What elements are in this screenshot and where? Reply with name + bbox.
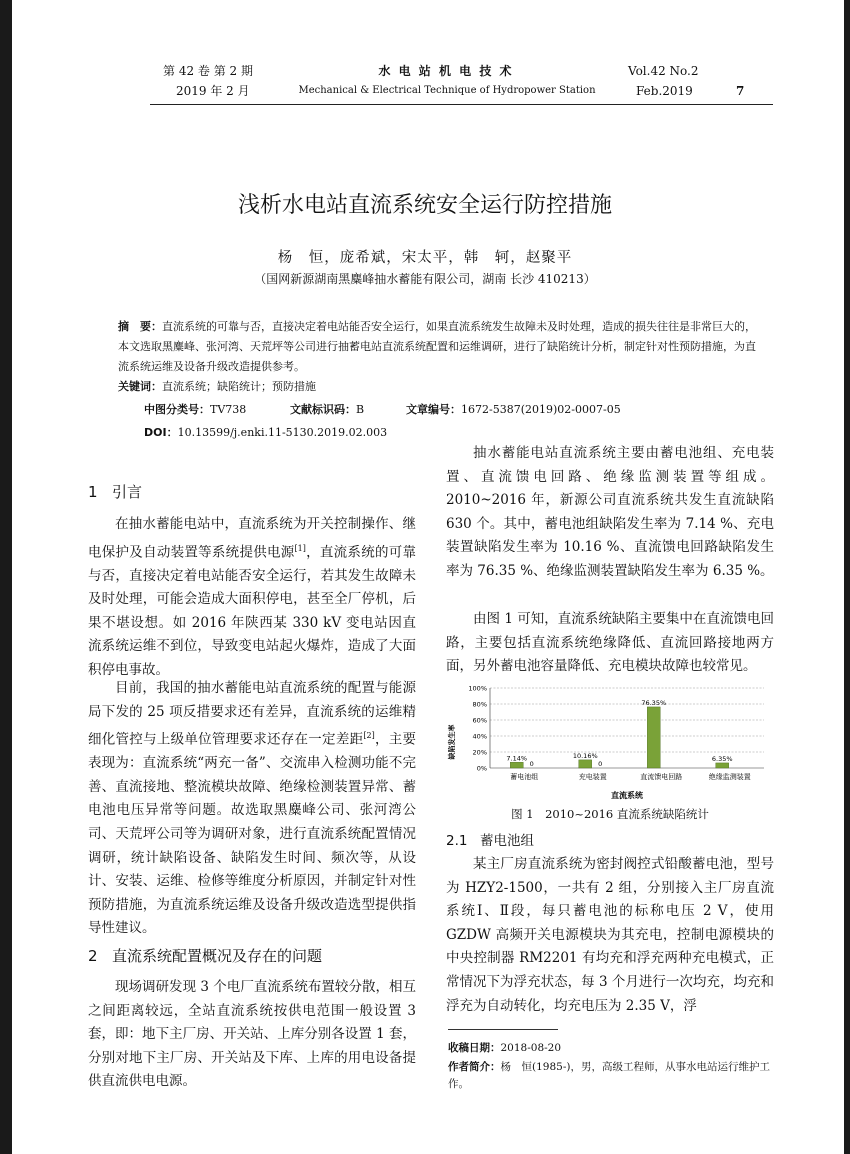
classification: 中图分类号：TV738 — [144, 403, 247, 416]
paragraph-figure-ref: 由图 1 可知，直流系统缺陷主要集中在直流馈电回路，主要包括直流系统绝缘降低、直流回路接地两方面，另外蓄电池容量降低、充电模块故障也较常见。 — [446, 611, 774, 675]
chart-y-tick-label: 60% — [472, 716, 487, 725]
chart-y-tick-label: 20% — [472, 748, 487, 757]
header-date-en: Feb.2019 — [636, 84, 693, 98]
abstract-label: 摘 要： — [118, 320, 162, 333]
article-number: 文章编号：1672-5387(2019)02-0007-05 — [406, 403, 621, 416]
header-volume-cn: 第 42 卷 第 2 期 — [163, 64, 253, 78]
paper-title: 浅析水电站直流系统安全运行防控措施 — [237, 193, 612, 218]
chart-y-tick-label: 40% — [472, 732, 487, 741]
chart-bar — [647, 707, 660, 768]
header-volume-en: Vol.42 No.2 — [628, 64, 699, 78]
chart-data-label: 7.14% — [506, 754, 528, 763]
paragraph-battery: 某主厂房直流系统为密封阀控式铅酸蓄电池，型号为 HZY2-1500，一共有 2 组，分别接入主厂房直流系统Ⅰ、Ⅱ段，每只蓄电池的标称电压 2 V，使用 GZDW 高频开关电源模块为其充电，控制电源模块的中央控制器 RM2201 有均充和浮充两种充电模式，正常情况下为浮充状态，每 3 个月进行一次均充，均充和浮充为自动转化，均充电压为 2.35 V，浮 — [446, 856, 774, 1014]
chart-category-label: 充电装置 — [578, 773, 607, 781]
doi: DOI：10.13599/j.enki.11-5130.2019.02.003 — [144, 426, 388, 439]
scan-edge-right — [844, 0, 850, 1154]
chart-data-labels — [506, 699, 732, 768]
paragraph-section-2: 现场调研发现 3 个电厂直流系统布置较分散，相互之间距离较远，全站直流系统按供电范围一般设置 3 套，即：地下主厂房、开关站、上库分别各设置 1 套，分别对地下主厂房、开关站及下库、上库的用电设备提供直流供电电源。 — [88, 979, 416, 1090]
paragraph-intro-1: 在抽水蓄能电站中，直流系统为开关控制操作、继电保护及自动装置等系统提供电源[1]，直流系统的可靠与否，直接决定着电站能否安全运行，若其发生故障未及时处理，可能会造成大面积停电，甚至全厂停机，后果不堪设想。如 2016 年陕西某 330 kV 变电站因直流系统运维不到位，导致变电站起火爆炸，造成了大面积停电事故。 — [88, 516, 417, 679]
chart-y-tick-label: 80% — [472, 700, 487, 709]
chart-data-label: 76.35% — [641, 698, 667, 707]
page-number: 7 — [736, 84, 745, 98]
abstract — [118, 317, 758, 397]
chart-bar — [579, 760, 592, 768]
header-date-cn: 2019 年 2 月 — [176, 84, 250, 98]
chart-category-label: 蓄电池组 — [510, 773, 539, 781]
defect-rate-bar-chart — [444, 682, 774, 802]
abstract-text: 直流系统的可靠与否，直接决定着电站能否安全运行，如果直流系统发生故障未及时处理，造成的损失往往是非常巨大的，本文选取黑麋峰、张河湾、天荒坪等公司进行抽蓄电站直流系统配置和运维调研，进行了缺陷统计分析，制定针对性预防措施，为直流系统运维及设备升级改造提供参考。 — [118, 320, 756, 373]
chart-y-tick-label: 100% — [468, 684, 487, 693]
footnote-rule — [448, 1029, 558, 1030]
chart-zero-label: 0 — [529, 760, 534, 768]
chart-x-axis-label: 直流系统 — [611, 791, 643, 800]
chart-zero-label: 0 — [598, 760, 603, 768]
chart-bar — [716, 763, 729, 768]
section-1-heading: 1 引言 — [88, 483, 143, 501]
authors: 杨 恒，庞希斌，宋太平，韩 轲，赵聚平 — [277, 250, 573, 266]
header-journal-cn: 水 电 站 机 电 技 术 — [378, 64, 514, 78]
figure-1-caption: 图 1 2010~2016 直流系统缺陷统计 — [511, 807, 709, 821]
footnote-author: 作者简介：杨 恒(1985-)，男，高级工程师，从事水电站运行维护工作。 — [448, 1061, 770, 1090]
document-code: 文献标识码：B — [290, 403, 365, 416]
chart-category-label: 绝缘监测装置 — [708, 773, 751, 781]
chart-bar — [510, 762, 523, 768]
footnote-received: 收稿日期：2018-08-20 — [448, 1042, 562, 1054]
scan-edge-left — [0, 0, 12, 1154]
header-journal-en: Mechanical & Electrical Technique of Hydropower Station — [298, 85, 596, 96]
paragraph-intro-2: 目前，我国的抽水蓄能电站直流系统的配置与能源局下发的 25 项反措要求还有差异，直流系统的运维精细化管控与上级单位管理要求还存在一定差距[2]，主要表现为：直流系统“两充一备”、交流串入检测功能不完善、直流接地、整流模块故障、绝缘检测装置异常、蓄电池电压异常等问题。故选取黑麋峰公司、张河湾公司、天荒坪公司等为调研对象，进行直流系统配置情况调研，统计缺陷设备、缺陷发生时间、频次等，从设计、安装、运维、检修等维度分析原因，并制定针对性预防措施，为直流系统运维及设备升级改造选型提供指导性建议。 — [88, 680, 417, 937]
chart-category-labels — [510, 772, 751, 781]
section-2-1-heading: 2.1 蓄电池组 — [446, 833, 534, 849]
chart-y-axis-label: 缺陷发生率 — [448, 724, 456, 760]
citation-2: [2] — [363, 731, 375, 741]
header-rule — [150, 104, 773, 105]
keywords-label: 关键词： — [118, 380, 162, 393]
affiliation: （国网新源湖南黑麋峰抽水蓄能有限公司，湖南 长沙 410213） — [254, 272, 596, 286]
chart-data-label: 6.35% — [711, 754, 733, 763]
section-2-heading: 2 直流系统配置概况及存在的问题 — [88, 947, 323, 965]
chart-bars — [510, 707, 729, 768]
chart-data-label: 10.16% — [572, 751, 598, 760]
keywords-text: 直流系统；缺陷统计；预防措施 — [162, 380, 316, 393]
chart-category-label: 直流馈电回路 — [640, 773, 683, 781]
paragraph-composition: 抽水蓄能电站直流系统主要由蓄电池组、充电装置、直流馈电回路、绝缘监测装置等组成。2010~2016 年，新源公司直流系统共发生直流缺陷 630 个。其中，蓄电池组缺陷发生率为 7.14 %、充电装置缺陷发生率为 10.16 %、直流馈电回路缺陷发生率为 76.35 %、绝缘监测装置缺陷发生率为 6.35 %。 — [446, 445, 774, 579]
chart-y-ticks — [468, 685, 487, 773]
chart-y-tick-label: 0% — [476, 764, 487, 773]
citation-1: [1] — [294, 543, 306, 553]
